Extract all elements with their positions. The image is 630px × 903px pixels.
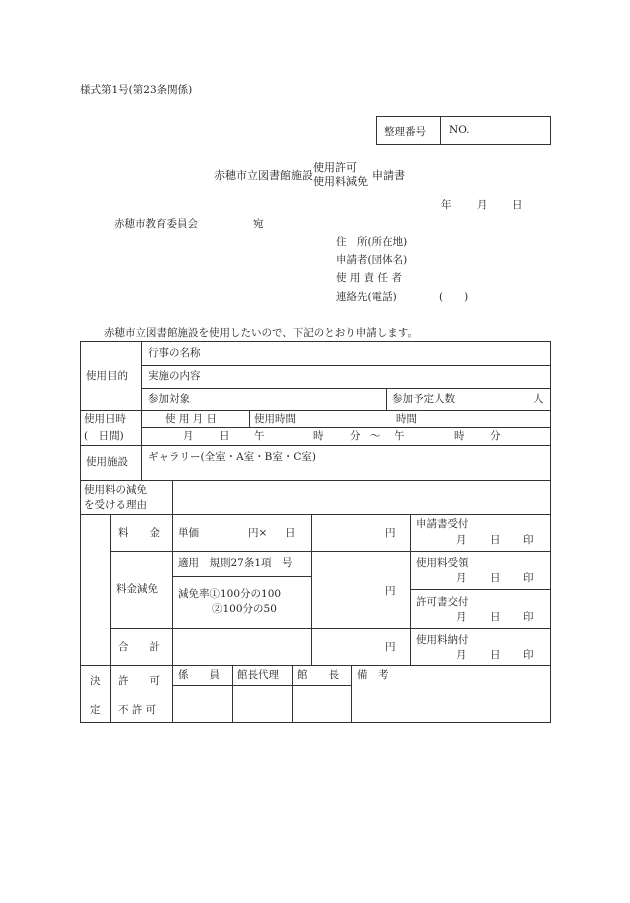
app-received-label: 申請書受付 xyxy=(416,518,469,530)
nopermit-label: 不 許 可 xyxy=(118,704,157,716)
fee-received-day: 日 xyxy=(490,572,501,584)
fee-yen: 円 xyxy=(385,527,396,539)
range-tilde: ～ xyxy=(370,430,381,442)
apply-rule: 適用 規則27条1項 号 xyxy=(178,557,293,569)
seiri-label: 整理番号 xyxy=(384,126,426,138)
form-number: 様式第1号(第23条関係) xyxy=(80,84,193,96)
applicant-address: 住 所(所在地) xyxy=(336,236,408,248)
days-label: 日 xyxy=(285,527,296,539)
datetime-days: ( 日間) xyxy=(84,430,124,442)
purpose-label: 使用目的 xyxy=(86,370,128,382)
notes-label: 備 考 xyxy=(357,669,389,681)
total-yen: 円 xyxy=(385,641,396,653)
fee-received-month: 月 xyxy=(456,572,467,584)
reduction-label: 料金減免 xyxy=(116,583,158,595)
person-unit: 人 xyxy=(533,393,544,405)
fee-label: 料 金 xyxy=(118,527,160,539)
director-label: 館 長 xyxy=(297,669,339,681)
start-ampm: 午 xyxy=(254,430,265,442)
date-year: 年 xyxy=(441,199,452,211)
start-hour: 時 xyxy=(313,430,324,442)
time-label: 時間 xyxy=(396,413,417,425)
staff-label: 係 員 xyxy=(178,669,220,681)
datetime-label: 使用日時 xyxy=(84,413,126,425)
facility-label: 使用施設 xyxy=(86,456,128,468)
date-day-cell: 日 xyxy=(219,430,230,442)
date-day: 日 xyxy=(512,199,523,211)
permit-issued-month: 月 xyxy=(456,611,467,623)
expected-label: 参加予定人数 xyxy=(392,393,455,405)
applicant-name: 申請者(団体名) xyxy=(336,254,408,266)
reduction-reason-2: を受ける理由 xyxy=(84,499,147,511)
reduction-reason-1: 使用料の減免 xyxy=(84,484,147,496)
deputy-label: 館長代理 xyxy=(237,669,279,681)
end-ampm: 午 xyxy=(394,430,405,442)
use-date-label: 使 用 月 日 xyxy=(165,413,218,425)
applicant-manager: 使 用 責 任 者 xyxy=(336,272,402,284)
fee-received-label: 使用料受領 xyxy=(416,557,469,569)
contact-paren: ( ) xyxy=(439,291,469,303)
reduction-yen: 円 xyxy=(385,585,396,597)
fee-paid-label: 使用料納付 xyxy=(416,634,469,646)
addressee-honorific: 宛 xyxy=(253,218,264,230)
seiri-no: NO. xyxy=(449,124,470,136)
target-label: 参加対象 xyxy=(148,393,190,405)
yen-times: 円× xyxy=(248,527,268,539)
permit-label: 許 可 xyxy=(118,675,160,687)
end-minute: 分 xyxy=(490,430,501,442)
intro-text: 赤穂市立図書館施設を使用したいので、下記のとおり申請します。 xyxy=(104,327,418,339)
unit-price-label: 単価 xyxy=(178,527,199,539)
end-hour: 時 xyxy=(454,430,465,442)
fee-paid-month: 月 xyxy=(456,649,467,661)
fee-paid-day: 日 xyxy=(490,649,501,661)
permit-issued-seal: 印 xyxy=(523,611,534,623)
start-minute: 分 xyxy=(350,430,361,442)
fee-received-seal: 印 xyxy=(523,572,534,584)
decision-char-2: 定 xyxy=(90,704,101,716)
permit-issued-day: 日 xyxy=(490,611,501,623)
permit-issued-label: 許可書交付 xyxy=(416,596,469,608)
addressee-name: 赤穂市教育委員会 xyxy=(114,218,198,230)
date-month-cell: 月 xyxy=(183,430,194,442)
rate-line-2: ②100分の50 xyxy=(212,603,277,615)
date-month: 月 xyxy=(477,199,488,211)
event-name-label: 行事の名称 xyxy=(148,347,201,359)
rate-line-1: 減免率①100分の100 xyxy=(178,588,282,600)
decision-char-1: 決 xyxy=(90,675,101,687)
content-label: 実施の内容 xyxy=(148,370,201,382)
app-received-day: 日 xyxy=(490,534,501,546)
applicant-contact: 連絡先(電話) xyxy=(336,291,397,303)
facility-value: ギャラリー(全室・A室・B室・C室) xyxy=(148,451,317,463)
app-received-month: 月 xyxy=(456,534,467,546)
fee-paid-seal: 印 xyxy=(523,649,534,661)
app-received-seal: 印 xyxy=(523,534,534,546)
form-title: 赤穂市立図書館施設使用許可 使用料減免 申請書 xyxy=(214,161,405,188)
total-label: 合 計 xyxy=(118,641,160,653)
use-time-label: 使用時間 xyxy=(254,413,296,425)
